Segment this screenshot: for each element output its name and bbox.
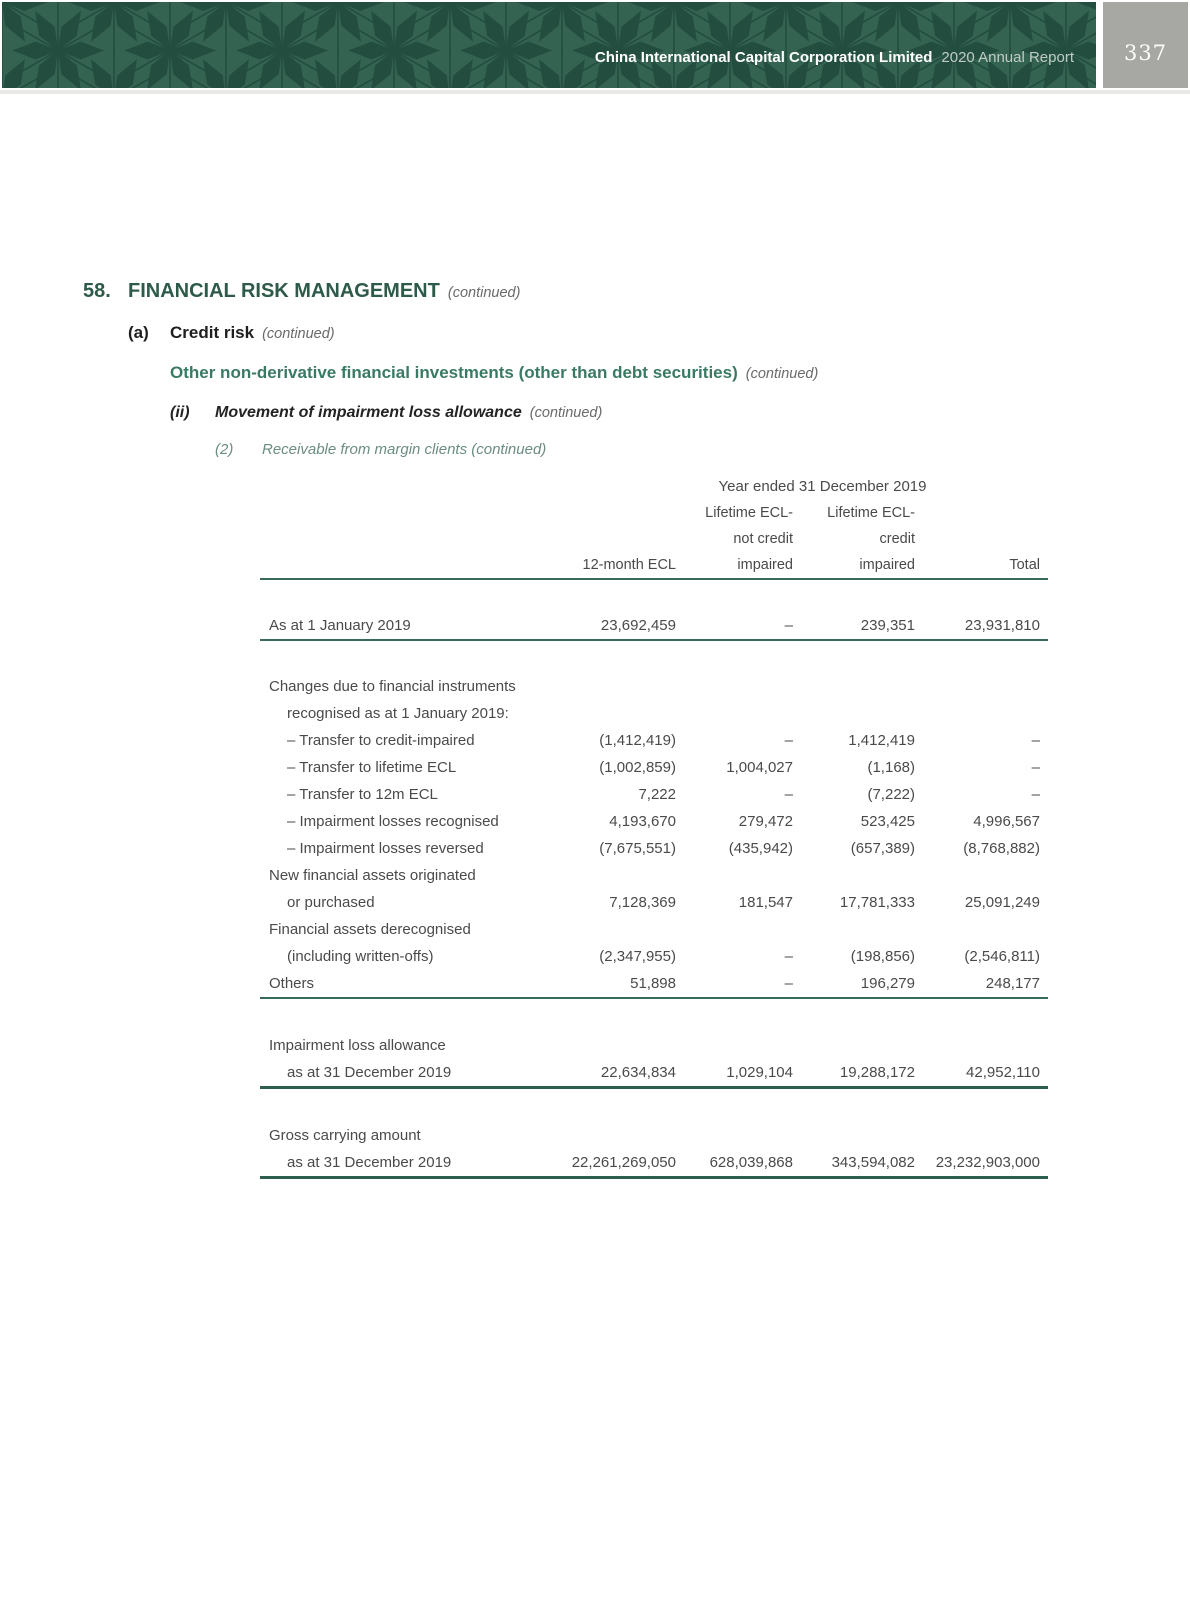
cell-value: 523,425 [860, 813, 915, 830]
row-label: as at 31 December 2019 [287, 1064, 452, 1081]
company-name: China International Capital Corporation Limited [594, 49, 933, 66]
column-header [676, 500, 793, 578]
table-row [260, 1149, 1048, 1176]
column-header [793, 500, 915, 578]
cell-value [560, 1122, 676, 1149]
cell-value [560, 1032, 676, 1059]
cell-value: 1,412,419 [848, 732, 915, 749]
cell-value [793, 673, 915, 700]
credit-risk-title: Credit risk [170, 323, 255, 342]
column-header-line [560, 500, 676, 526]
column-header-line: 12-month ECL [582, 557, 676, 573]
row-label: – Transfer to lifetime ECL [287, 759, 457, 776]
table-row [260, 727, 1048, 754]
column-header-line [915, 500, 1040, 526]
cell-value [793, 916, 915, 943]
cell-value [676, 700, 793, 727]
row-label: Others [269, 975, 315, 992]
cell-value [676, 1122, 793, 1149]
table-spacer [260, 641, 1048, 673]
cell-value: 181,547 [738, 894, 793, 911]
cell-value [915, 916, 1048, 943]
page-number-box [1103, 2, 1188, 88]
page-header [2, 2, 1188, 88]
table-row [260, 700, 1048, 727]
cell-value: (2,347,955) [599, 948, 676, 965]
other-investments-heading [170, 362, 1190, 385]
cell-value [793, 862, 915, 889]
cell-value: (2,546,811) [964, 948, 1040, 965]
cell-value: 23,232,903,000 [935, 1154, 1040, 1171]
content [0, 279, 1190, 1179]
cell-value [560, 673, 676, 700]
row-label: recognised as at 1 January 2019: [287, 705, 509, 722]
row-label: (including written-offs) [287, 948, 434, 965]
financial-table [260, 474, 1048, 1179]
cell-value: 25,091,249 [964, 894, 1040, 911]
cell-value: 22,261,269,050 [571, 1154, 676, 1171]
cell-value: (7,222) [867, 786, 915, 803]
table-row [260, 862, 1048, 889]
row-label: As at 1 January 2019 [269, 617, 411, 634]
credit-risk-heading [128, 322, 1190, 345]
cell-value [560, 862, 676, 889]
cell-value: (198,856) [850, 948, 915, 965]
row-label: New financial assets originated [269, 867, 476, 884]
cell-value: 51,898 [630, 975, 676, 992]
column-header-line: impaired [859, 557, 915, 573]
cell-value [560, 700, 676, 727]
cell-value: (8,768,882) [963, 840, 1040, 857]
row-label: Changes due to financial instruments [269, 678, 516, 695]
cell-value [793, 1032, 915, 1059]
cell-value: 17,781,333 [839, 894, 915, 911]
column-header-line: Total [1009, 557, 1040, 573]
receivable-heading [215, 440, 1190, 460]
table-spacer [260, 580, 1048, 612]
table-header-spacer-cell [260, 500, 560, 578]
cell-value: (7,675,551) [599, 840, 676, 857]
column-header-line [560, 526, 676, 552]
table-row [260, 916, 1048, 943]
cell-value: – [1031, 759, 1040, 776]
table-row [260, 835, 1048, 862]
row-label: Gross carrying amount [269, 1127, 421, 1144]
column-header-line: not credit [733, 531, 793, 547]
cell-value: 22,634,834 [600, 1064, 676, 1081]
column-header [560, 500, 676, 578]
cell-value: – [784, 786, 793, 803]
asanoha-pattern-icon [2, 2, 1096, 88]
cell-value: – [784, 948, 793, 965]
cell-value: 7,222 [638, 786, 676, 803]
row-label: – Transfer to credit-impaired [287, 732, 475, 749]
cell-value: 239,351 [860, 617, 915, 634]
row-label: Financial assets derecognised [269, 921, 471, 938]
cell-value: 279,472 [738, 813, 793, 830]
table-row [260, 612, 1048, 639]
cell-value: 7,128,369 [609, 894, 676, 911]
table-row [260, 970, 1048, 997]
cell-value: – [784, 617, 793, 634]
column-header-line: credit [879, 531, 915, 547]
cell-value: 23,931,810 [964, 617, 1040, 634]
movement-heading [170, 402, 1190, 424]
other-investments-title: Other non-derivative financial investments (other than debt securities) [170, 363, 738, 382]
column-header-line: Lifetime ECL- [827, 505, 915, 521]
section-heading [83, 279, 1190, 305]
table-row [260, 1032, 1048, 1059]
row-label: Impairment loss allowance [269, 1037, 446, 1054]
cell-value: – [784, 975, 793, 992]
cell-value [676, 916, 793, 943]
cell-value: 628,039,868 [709, 1154, 793, 1171]
table-row [260, 673, 1048, 700]
row-label: as at 31 December 2019 [287, 1154, 452, 1171]
cell-value [676, 673, 793, 700]
cell-value: – [784, 732, 793, 749]
cell-value: (1,412,419) [599, 732, 676, 749]
table-row [260, 808, 1048, 835]
row-label: – Impairment losses recognised [287, 813, 499, 830]
movement-title: Movement of impairment loss allowance [215, 404, 522, 421]
section-number: 58. [83, 280, 111, 302]
cell-value [793, 700, 915, 727]
receivable-title: Receivable from margin clients (continued) [262, 441, 547, 458]
table-row [260, 1122, 1048, 1149]
table-period-header: Year ended 31 December 2019 [718, 478, 927, 495]
cell-value [915, 1122, 1048, 1149]
cell-value: 196,279 [860, 975, 915, 992]
table-row [260, 889, 1048, 916]
movement-label: (ii) [170, 404, 190, 421]
cell-value: 4,996,567 [973, 813, 1040, 830]
table-spacer [260, 999, 1048, 1032]
cell-value [915, 673, 1048, 700]
cell-value [915, 700, 1048, 727]
other-investments-continued: (continued) [745, 366, 819, 382]
column-header-line: impaired [737, 557, 793, 573]
header-banner [2, 2, 1096, 88]
cell-value: 248,177 [985, 975, 1040, 992]
table-row [260, 754, 1048, 781]
table-row [260, 1059, 1048, 1086]
cell-value: (657,389) [850, 840, 915, 857]
table-rule [260, 1176, 1048, 1179]
cell-value [560, 916, 676, 943]
table-spacer [260, 1089, 1048, 1122]
cell-value [915, 1032, 1048, 1059]
cell-value: – [1031, 732, 1040, 749]
cell-value: (1,002,859) [599, 759, 676, 776]
row-label: or purchased [287, 894, 375, 911]
cell-value: 343,594,082 [831, 1154, 915, 1171]
table-row [260, 781, 1048, 808]
report-title: 2020 Annual Report [941, 49, 1074, 66]
table-header-row [260, 500, 1048, 578]
cell-value: (1,168) [867, 759, 915, 776]
receivable-label: (2) [215, 441, 234, 458]
cell-value: 42,952,110 [966, 1064, 1040, 1081]
table-row [260, 943, 1048, 970]
cell-value: 1,029,104 [726, 1064, 793, 1081]
table-period-row [260, 474, 1048, 500]
banner-text [595, 49, 1074, 67]
page-number: 337 [1123, 41, 1168, 65]
cell-value: 19,288,172 [839, 1064, 915, 1081]
cell-value: – [1031, 786, 1040, 803]
cell-value: (435,942) [728, 840, 793, 857]
column-header [915, 500, 1048, 578]
credit-risk-label: (a) [128, 323, 149, 342]
row-label: – Impairment losses reversed [287, 840, 484, 857]
credit-risk-continued: (continued) [262, 326, 335, 342]
column-header-line: Lifetime ECL- [705, 505, 793, 521]
cell-value: 23,692,459 [600, 617, 676, 634]
header-divider [0, 90, 1190, 94]
movement-continued: (continued) [529, 405, 603, 421]
cell-value [676, 862, 793, 889]
section-title: FINANCIAL RISK MANAGEMENT [128, 280, 440, 302]
row-label: – Transfer to 12m ECL [287, 786, 438, 803]
cell-value: 4,193,670 [609, 813, 676, 830]
column-header-line [915, 526, 1040, 552]
cell-value: 1,004,027 [726, 759, 793, 776]
section-continued: (continued) [447, 285, 521, 301]
cell-value [915, 862, 1048, 889]
cell-value [793, 1122, 915, 1149]
cell-value [676, 1032, 793, 1059]
